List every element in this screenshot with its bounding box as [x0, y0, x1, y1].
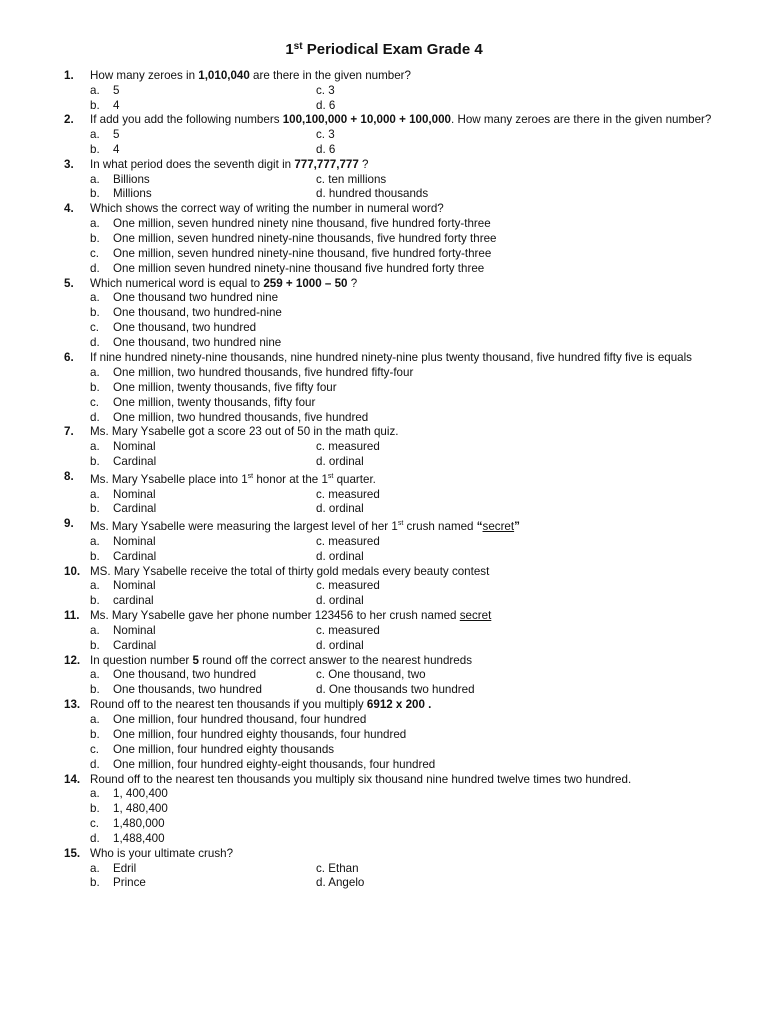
option-text-right: d. hundred thousands — [316, 187, 429, 201]
question — [0, 425, 768, 469]
option-text: Millions — [113, 187, 152, 201]
question-text-segment: st — [397, 520, 404, 528]
answer-option-row — [0, 173, 768, 188]
question-text — [90, 158, 722, 173]
question-line — [0, 654, 768, 669]
option-text-right: c. measured — [316, 623, 380, 637]
option-letter: b. — [90, 638, 100, 652]
answer-option-row — [0, 876, 768, 891]
answer-option — [0, 817, 768, 832]
title-prefix: 1 — [285, 41, 294, 58]
question-text-segment: ” — [514, 520, 520, 534]
option-text-right: d. One thousands two hundred — [316, 683, 475, 697]
question — [0, 698, 768, 772]
option-text: Edril — [113, 861, 137, 875]
option-letter: b. — [90, 187, 100, 201]
option-text-right: d. 6 — [316, 143, 336, 156]
option-letter: a. — [90, 623, 100, 637]
option-text: Nominal — [113, 440, 156, 454]
question-line — [0, 425, 768, 440]
question-text-segment: Round off to the nearest ten thousands you multiply six thousand nine hundred twelve times two hundred. — [90, 772, 632, 786]
option-letter: a. — [90, 534, 100, 548]
answer-option-row — [0, 579, 768, 594]
answer-option — [0, 802, 768, 817]
question-line — [0, 609, 768, 624]
question-text-segment: ? — [347, 276, 358, 290]
option-text: Billions — [113, 172, 150, 186]
option-letter: b. — [90, 306, 100, 320]
question-text-segment: 100,100,000 + 10,000 + 100,000 — [282, 113, 451, 127]
option-text-right: c. measured — [316, 440, 380, 454]
option-text: 1, 400,400 — [113, 787, 168, 801]
page-title — [0, 41, 768, 58]
option-text-right: d. 6 — [316, 98, 336, 112]
option-text-right: d. Angelo — [316, 876, 365, 890]
answer-option-row — [0, 128, 768, 143]
question-number: 6. — [64, 351, 74, 365]
answer-option-row — [0, 99, 768, 114]
answer-option — [0, 217, 768, 232]
option-letter: d. — [90, 832, 100, 845]
answer-option — [0, 366, 768, 381]
answer-options — [0, 488, 768, 518]
question-text-segment: . How many zeroes are there in the given number? — [451, 113, 712, 127]
question-text — [90, 847, 722, 862]
option-text-right: d. ordinal — [316, 454, 364, 468]
option-text: One thousand two hundred nine — [113, 291, 279, 305]
question-text-segment: Ms. Mary Ysabelle were measuring the largest level of her 1 — [90, 520, 398, 534]
question-text-segment: are there in the given number? — [249, 69, 411, 82]
question-number: 10. — [64, 564, 81, 578]
question-text — [90, 698, 722, 713]
option-letter: a. — [90, 217, 100, 230]
question-number: 9. — [64, 517, 74, 531]
question-line — [0, 202, 768, 217]
option-text: One million, twenty thousands, fifty four — [113, 395, 316, 409]
question-text-segment: Which numerical word is equal to — [90, 276, 264, 290]
option-text: One thousand, two hundred-nine — [113, 306, 282, 320]
question-line — [0, 698, 768, 713]
question-line — [0, 565, 768, 580]
question-text-segment: Who is your ultimate crush? — [90, 846, 234, 860]
option-text-right: d. ordinal — [316, 594, 364, 608]
option-letter: c. — [90, 246, 100, 260]
question-text-segment: How many zeroes in — [90, 69, 199, 82]
question-text-segment: Which shows the correct way of writing the number in numeral word? — [90, 202, 444, 216]
option-text: One thousand, two hundred — [113, 668, 257, 682]
question — [0, 470, 768, 517]
option-letter: d. — [90, 261, 100, 275]
option-text: 5 — [113, 128, 120, 142]
question — [0, 351, 768, 425]
question-text-segment: 777,777,777 — [294, 157, 359, 171]
title-superscript: st — [293, 41, 303, 52]
option-letter: d. — [90, 410, 100, 424]
option-letter: b. — [90, 802, 100, 816]
option-text-right: c. measured — [316, 487, 380, 501]
question-text-segment: Round off to the nearest ten thousands if you multiply — [90, 698, 367, 712]
answer-options — [0, 440, 768, 470]
question — [0, 517, 768, 564]
answer-options — [0, 173, 768, 203]
option-text-right: c. measured — [316, 534, 380, 548]
answer-option-row — [0, 639, 768, 654]
question-text-segment: “ — [476, 520, 483, 534]
option-letter: a. — [90, 291, 100, 305]
question-text-segment: st — [247, 472, 254, 480]
question-text — [90, 517, 722, 535]
option-letter: a. — [90, 787, 100, 801]
option-letter: b. — [90, 594, 100, 608]
answer-option — [0, 232, 768, 247]
answer-option-row — [0, 440, 768, 455]
option-text-right: c. measured — [316, 579, 380, 593]
question-line — [0, 113, 768, 128]
option-letter: a. — [90, 128, 100, 142]
question-text-segment: 1,010,040 — [198, 69, 250, 82]
question-text-segment: secret — [459, 609, 492, 623]
option-text-right: c. 3 — [316, 83, 335, 97]
question-number: 14. — [64, 772, 81, 786]
answer-option — [0, 396, 768, 411]
question-text-segment: ? — [358, 157, 369, 171]
question-number: 7. — [64, 425, 74, 439]
answer-options — [0, 713, 768, 773]
option-letter: a. — [90, 861, 100, 875]
answer-options — [0, 128, 768, 158]
option-text: Nominal — [113, 534, 156, 548]
question-line — [0, 351, 768, 366]
answer-options — [0, 668, 768, 698]
question-text-segment: 259 + 1000 – 50 — [263, 276, 348, 290]
question-number: 1. — [64, 69, 74, 82]
option-letter: b. — [90, 98, 100, 112]
option-letter: c. — [90, 395, 100, 409]
answer-options — [0, 787, 768, 847]
question-list — [0, 69, 768, 891]
question-number: 11. — [64, 609, 80, 623]
question-line — [0, 773, 768, 788]
question — [0, 609, 768, 653]
answer-option — [0, 832, 768, 847]
title-rest: Periodical Exam Grade 4 — [302, 41, 483, 58]
option-text: 4 — [113, 143, 120, 156]
option-text-right: d. ordinal — [316, 549, 364, 563]
question — [0, 158, 768, 202]
question-text-segment: 5 — [192, 653, 199, 667]
question-text-segment: Ms. Mary Ysabelle place into 1 — [90, 472, 248, 486]
question-text-segment: crush named — [403, 520, 477, 534]
option-text: One million, seven hundred ninety nine thousand, five hundred forty-three — [113, 217, 491, 230]
option-letter: b. — [90, 143, 100, 156]
question-line — [0, 158, 768, 173]
option-text: One million, two hundred thousands, five hundred — [113, 410, 369, 424]
answer-options — [0, 291, 768, 351]
answer-option — [0, 321, 768, 336]
question — [0, 654, 768, 698]
option-letter: c. — [90, 742, 100, 756]
question-number: 2. — [64, 113, 74, 127]
option-text: One thousand, two hundred nine — [113, 336, 282, 350]
question-text — [90, 609, 722, 624]
answer-options — [0, 624, 768, 654]
option-letter: c. — [90, 817, 100, 831]
question-number: 12. — [64, 653, 81, 667]
answer-option — [0, 336, 768, 351]
answer-option-row — [0, 683, 768, 698]
question — [0, 202, 768, 276]
answer-options — [0, 84, 768, 114]
answer-option — [0, 306, 768, 321]
option-text: One million, two hundred thousands, five hundred fifty-four — [113, 365, 414, 379]
answer-option-row — [0, 624, 768, 639]
option-text: One million, four hundred eighty thousands — [113, 742, 335, 756]
question-text — [90, 654, 722, 669]
question-line — [0, 69, 768, 84]
option-letter: b. — [90, 683, 100, 697]
option-letter: b. — [90, 549, 100, 563]
option-text: One million, four hundred eighty-eight thousands, four hundred — [113, 757, 436, 771]
question-line — [0, 517, 768, 535]
option-text-right: c. Ethan — [316, 861, 359, 875]
question — [0, 69, 768, 113]
answer-option-row — [0, 455, 768, 470]
option-letter: a. — [90, 668, 100, 682]
answer-option-row — [0, 502, 768, 517]
answer-option-row — [0, 535, 768, 550]
question — [0, 847, 768, 891]
question-line — [0, 847, 768, 862]
question-text-segment: In what period does the seventh digit in — [90, 157, 295, 171]
answer-option — [0, 247, 768, 262]
question-text-segment: st — [327, 472, 334, 480]
option-text: Cardinal — [113, 454, 157, 468]
option-letter: a. — [90, 83, 100, 97]
option-letter: a. — [90, 172, 100, 186]
question-text-segment: 6912 x 200 . — [366, 698, 432, 712]
question-number: 3. — [64, 157, 74, 171]
question-text-segment: In question number — [90, 653, 193, 667]
question-text-segment: honor at the 1 — [253, 472, 328, 486]
question-number: 8. — [64, 469, 74, 483]
question-text-segment: secret — [482, 520, 515, 534]
question-number: 4. — [64, 202, 74, 216]
answer-option — [0, 262, 768, 277]
question-text — [90, 277, 722, 292]
answer-option-row — [0, 862, 768, 877]
question-number: 15. — [64, 846, 81, 860]
question-text-segment: round off the correct answer to the nearest hundreds — [198, 653, 472, 667]
option-text: One thousands, two hundred — [113, 683, 262, 697]
option-text: 4 — [113, 98, 120, 112]
option-text: One million, seven hundred ninety-nine thousand, five hundred forty-three — [113, 246, 492, 260]
option-letter: b. — [90, 502, 100, 516]
question-text — [90, 351, 722, 366]
option-text: One thousand, two hundred — [113, 321, 257, 335]
question-line — [0, 277, 768, 292]
option-text: Prince — [113, 876, 146, 890]
answer-option-row — [0, 550, 768, 565]
option-letter: a. — [90, 487, 100, 501]
option-text: Cardinal — [113, 549, 157, 563]
option-letter: b. — [90, 231, 100, 245]
option-letter: a. — [90, 440, 100, 454]
answer-option — [0, 381, 768, 396]
question — [0, 113, 768, 157]
option-letter: d. — [90, 336, 100, 350]
option-text: 1, 480,400 — [113, 802, 168, 816]
option-text: 1,488,400 — [113, 832, 165, 845]
question-text-segment: If add you add the following numbers — [90, 113, 283, 127]
option-text: Nominal — [113, 623, 156, 637]
answer-option-row — [0, 594, 768, 609]
option-letter: b. — [90, 454, 100, 468]
question-text-segment: If nine hundred ninety-nine thousands, nine hundred ninety-nine plus twenty thousand, five hundred fifty five is equals — [90, 351, 692, 365]
answer-option — [0, 713, 768, 728]
option-text-right: c. ten millions — [316, 172, 387, 186]
answer-options — [0, 535, 768, 565]
option-letter: b. — [90, 380, 100, 394]
question-text — [90, 773, 722, 788]
option-text: One million, twenty thousands, five fifty four — [113, 380, 337, 394]
question-text-segment: MS. Mary Ysabelle receive the total of thirty gold medals every beauty contest — [90, 564, 490, 578]
answer-options — [0, 366, 768, 426]
option-text: Cardinal — [113, 502, 157, 516]
option-text-right: c. One thousand, two — [316, 668, 426, 682]
question — [0, 277, 768, 351]
question-text — [90, 69, 722, 84]
question-number: 13. — [64, 698, 81, 712]
option-text-right: d. ordinal — [316, 502, 364, 516]
question-line — [0, 470, 768, 488]
answer-options — [0, 217, 768, 277]
option-text: 1,480,000 — [113, 817, 165, 831]
option-letter: c. — [90, 321, 100, 335]
answer-option — [0, 743, 768, 758]
option-text: cardinal — [113, 594, 154, 608]
question-text-segment: Ms. Mary Ysabelle gave her phone number 123456 to her crush named — [90, 609, 460, 623]
option-text: One million seven hundred ninety-nine thousand five hundred forty three — [113, 261, 485, 275]
answer-option — [0, 728, 768, 743]
answer-option — [0, 411, 768, 426]
option-text-right: c. 3 — [316, 128, 335, 142]
question — [0, 565, 768, 609]
answer-option-row — [0, 668, 768, 683]
answer-option-row — [0, 187, 768, 202]
answer-options — [0, 579, 768, 609]
question-text-segment: Ms. Mary Ysabelle got a score 23 out of 50 in the math quiz. — [90, 425, 399, 439]
option-letter: b. — [90, 727, 100, 741]
question-text — [90, 565, 722, 580]
question-text — [90, 113, 722, 128]
question-text — [90, 202, 722, 217]
option-letter: a. — [90, 712, 100, 726]
option-text: One million, four hundred thousand, four hundred — [113, 712, 367, 726]
answer-option — [0, 787, 768, 802]
answer-option — [0, 291, 768, 306]
option-letter: d. — [90, 757, 100, 771]
option-text: Cardinal — [113, 638, 157, 652]
option-letter: a. — [90, 365, 100, 379]
answer-option-row — [0, 143, 768, 158]
option-letter: a. — [90, 579, 100, 593]
question-text — [90, 470, 722, 488]
option-text: 5 — [113, 83, 120, 97]
option-text: One million, seven hundred ninety-nine thousands, five hundred forty three — [113, 231, 497, 245]
option-text: One million, four hundred eighty thousands, four hundred — [113, 727, 407, 741]
question-number: 5. — [64, 276, 74, 290]
question-text-segment: quarter. — [333, 472, 376, 486]
option-text: Nominal — [113, 487, 156, 501]
option-text: Nominal — [113, 579, 156, 593]
question — [0, 773, 768, 847]
answer-options — [0, 862, 768, 892]
answer-option-row — [0, 84, 768, 99]
option-text-right: d. ordinal — [316, 638, 364, 652]
question-text — [90, 425, 722, 440]
answer-option-row — [0, 488, 768, 503]
answer-option — [0, 758, 768, 773]
option-letter: b. — [90, 876, 100, 890]
